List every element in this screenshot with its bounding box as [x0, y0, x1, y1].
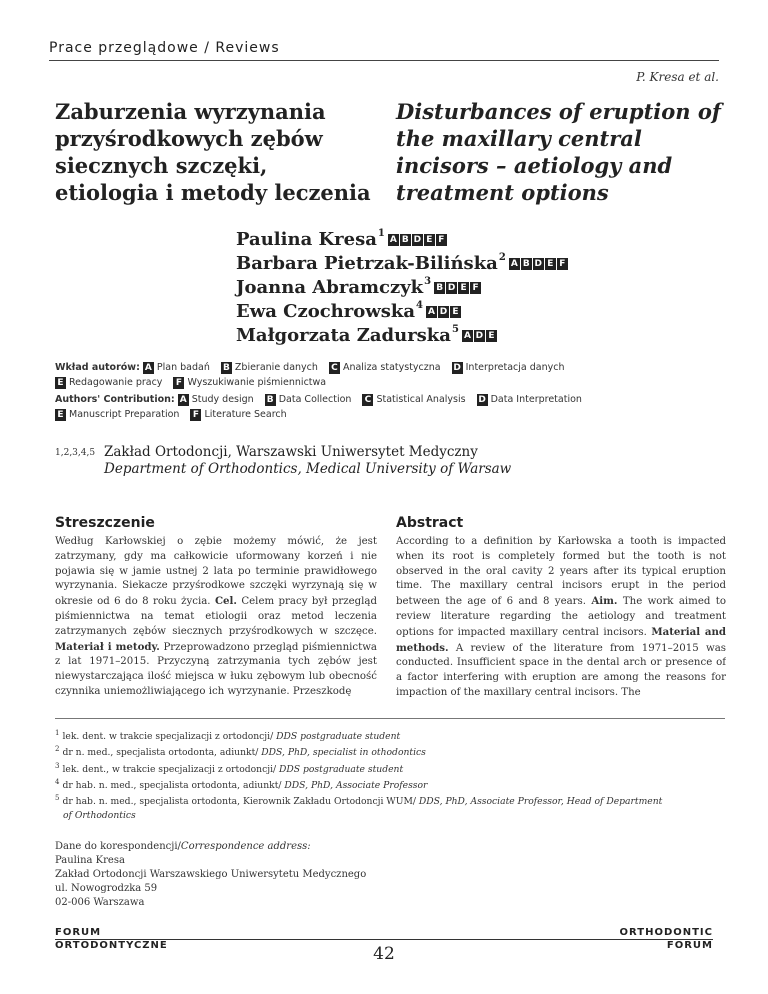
role-badge-a: A: [178, 394, 189, 406]
footnote: $^3$ lek. dent., w trakcie specjalizacji z ortodoncji/ DDS postgraduate student: [55, 761, 404, 775]
abstract-text-en: [396, 535, 726, 703]
role-badge: D: [534, 259, 543, 269]
role-badge-f: F: [190, 409, 201, 421]
correspondence-institution: Zakład Ortodoncji Warszawskiego Uniwersytetu Medycznego: [55, 869, 367, 880]
correspondence-name: Paulina Kresa: [55, 855, 125, 866]
affiliation: [104, 444, 511, 478]
author-name: Joanna Abramczyk: [236, 277, 424, 298]
author-entry: [236, 276, 569, 300]
role-badge: B: [434, 282, 445, 294]
role-label: Interpretacja danych: [465, 362, 565, 373]
correspondence-label: Dane do korespondencji/: [55, 841, 181, 852]
contribution-legend-pl: [55, 360, 725, 390]
abstract-text-pl: [55, 535, 377, 703]
role-badge: A: [426, 306, 437, 318]
role-badge: F: [436, 234, 447, 246]
author-affiliation-marker: 2: [498, 252, 506, 263]
journal-name-en: ORTHODONTIC FORUM: [619, 927, 713, 951]
methods-label: Material and methods.: [396, 625, 726, 654]
author-name: Małgorzata Zadurska: [236, 325, 451, 346]
affiliation-polish: Zakład Ortodoncji, Warszawski Uniwersytet Medyczny: [104, 444, 478, 460]
footnote: $^5$ dr hab. n. med., specjalista ortodonta, Kierownik Zakładu Ortodoncji WUM/ DDS, PhD, Associate Professor, Head of Department: [55, 794, 663, 808]
methods-text: A review of the literature from 1971–2015 was conducted. Insufficient space in the dental arch or presence of a factor interfering with eruption are among the reasons for impaction of the maxillary central incisors. The: [396, 642, 726, 698]
role-label: Redagowanie pracy: [69, 377, 163, 388]
role-badge-f: F: [173, 377, 184, 389]
correspondence-block: [55, 840, 366, 910]
aim-text: Celem pracy był przegląd piśmiennictwa na temat etiologii oraz metod leczenia zatrzymanych zębów siecznych przyśrodkowych w szczęce.: [55, 596, 377, 637]
role-label: Data Collection: [278, 394, 352, 405]
role-badge: E: [424, 234, 435, 246]
author-entry: [236, 324, 569, 348]
abstract-heading-en: Abstract: [396, 515, 464, 531]
header-rule: [49, 60, 719, 61]
abstract-intro: According to a definition by Karłowska a tooth is impacted when its root is completely formed but the tooth is not observed in the oral cavity 2 years after its typical eruption time. The maxillary central incisors erupt in the period between the age of 6 and 8 years.: [396, 536, 726, 608]
aim-label: Cel.: [214, 595, 237, 608]
author-name: Paulina Kresa: [236, 229, 377, 250]
role-badge: A: [388, 234, 399, 246]
role-label: Manuscript Preparation: [69, 409, 180, 420]
affiliation-numbers: 1,2,3,4,5: [55, 448, 96, 458]
role-label: Statistical Analysis: [376, 394, 466, 405]
role-badge-e: E: [55, 377, 66, 389]
role-label: Literature Search: [204, 409, 287, 420]
role-badge: D: [475, 331, 484, 341]
footnote: $^4$ dr hab. n. med., specjalista ortodonta, adiunkt/ DDS, PhD, Associate Professor: [55, 778, 428, 792]
contribution-label: Authors' Contribution:: [55, 394, 175, 405]
role-badge: B: [400, 234, 411, 246]
author-affiliation-marker: 5: [451, 324, 459, 335]
methods-label: Materiał i metody.: [55, 640, 160, 653]
role-badge: A: [509, 258, 520, 270]
role-badge-b: B: [221, 362, 232, 374]
affiliation-english: Department of Orthodontics, Medical University of Warsaw: [104, 461, 512, 477]
footnote-rule: [55, 718, 725, 719]
role-label: Study design: [191, 394, 254, 405]
author-affiliation-marker: 1: [377, 228, 385, 239]
role-badge: E: [545, 258, 556, 270]
author-affiliation-marker: 4: [416, 300, 423, 311]
title-english: Disturbances of eruption of the maxillary central incisors – aetiology and treatment options: [396, 99, 721, 205]
role-badge-a: A: [143, 362, 154, 374]
author-name: Ewa Czochrowska: [236, 301, 415, 322]
role-badge-c: C: [329, 362, 340, 374]
correspondence-label-en: Correspondence address:: [180, 841, 311, 852]
running-head: P. Kresa et al.: [636, 70, 719, 84]
author-name: Barbara Pietrzak-Bilińska: [236, 253, 498, 274]
role-badge: E: [458, 282, 469, 294]
role-badge-d: D: [478, 395, 486, 405]
role-label: Plan badań: [156, 362, 210, 373]
aim-text: The work aimed to review literature regarding the aetiology and treatment options for impacted maxillary central incisors.: [396, 596, 726, 638]
role-badge: D: [439, 307, 448, 317]
aim-label: Aim.: [591, 595, 618, 608]
role-badge-d: D: [453, 363, 461, 373]
correspondence-city: 02-006 Warszawa: [55, 897, 145, 908]
role-badge-e: E: [55, 409, 66, 421]
footnotes: [55, 727, 725, 822]
section-label: Prace przeglądowe / Reviews: [49, 40, 280, 56]
footnote-continued: of Orthodontics: [63, 809, 136, 821]
author-entry: [236, 228, 569, 252]
author-entry: [236, 252, 569, 276]
role-label: Analiza statystyczna: [342, 362, 441, 373]
role-label: Wyszukiwanie piśmiennictwa: [187, 377, 327, 388]
correspondence-street: ul. Nowogrodzka 59: [55, 883, 158, 894]
role-label: Zbieranie danych: [234, 362, 318, 373]
contribution-label: Wkład autorów:: [55, 362, 140, 373]
author-list: [236, 228, 569, 348]
role-badge: B: [521, 258, 532, 270]
contribution-legend-en: [55, 392, 725, 422]
journal-name-pl: FORUM ORTODONTYCZNE: [55, 927, 168, 951]
role-label: Data Interpretation: [490, 394, 582, 405]
author-affiliation-marker: 3: [424, 276, 432, 287]
author-entry: [236, 300, 569, 324]
methods-text: Przeprowadzono przegląd piśmiennictwa z lat 1971–2015. Przyczyną zatrzymania tych zębów jest niewystarczająca ilość miejsca w łuku zębowym lub obecność czynnika uniemożliwiającego ich wyrzynanie. Przeszkodę: [55, 641, 377, 697]
footnote: $^1$ lek. dent. w trakcie specjalizacji z ortodoncji/ DDS postgraduate student: [55, 729, 401, 743]
role-badge-b: B: [265, 394, 276, 406]
role-badge: F: [470, 282, 481, 294]
title-polish: Zaburzenia wyrzynania przyśrodkowych zębów siecznych szczęki, etiologia i metody leczenia: [55, 99, 371, 205]
footnote: $^2$ dr n. med., specjalista ortodonta, adiunkt/ DDS, PhD, specialist in othodontics: [55, 745, 426, 759]
abstract-heading-pl: Streszczenie: [55, 515, 155, 531]
page-number: 42: [373, 944, 395, 964]
abstract-intro: Według Karłowskiej o zębie możemy mówić, że jest zatrzymany, gdy ma całkowicie uformowany korzeń i nie pojawia się w jamie ustnej 2 lata po terminie prawidłowego wyrzynania. Siekacze przyśrodkowe szczęki wyrzynają się w okresie od 6 do 8 roku życia.: [55, 536, 377, 608]
role-badge: D: [447, 283, 456, 293]
role-badge: F: [557, 258, 568, 270]
role-badge-c: C: [362, 394, 373, 406]
role-badge: D: [413, 235, 422, 245]
role-badge: E: [486, 330, 497, 342]
role-badge: E: [450, 306, 461, 318]
role-badge: A: [462, 330, 473, 342]
